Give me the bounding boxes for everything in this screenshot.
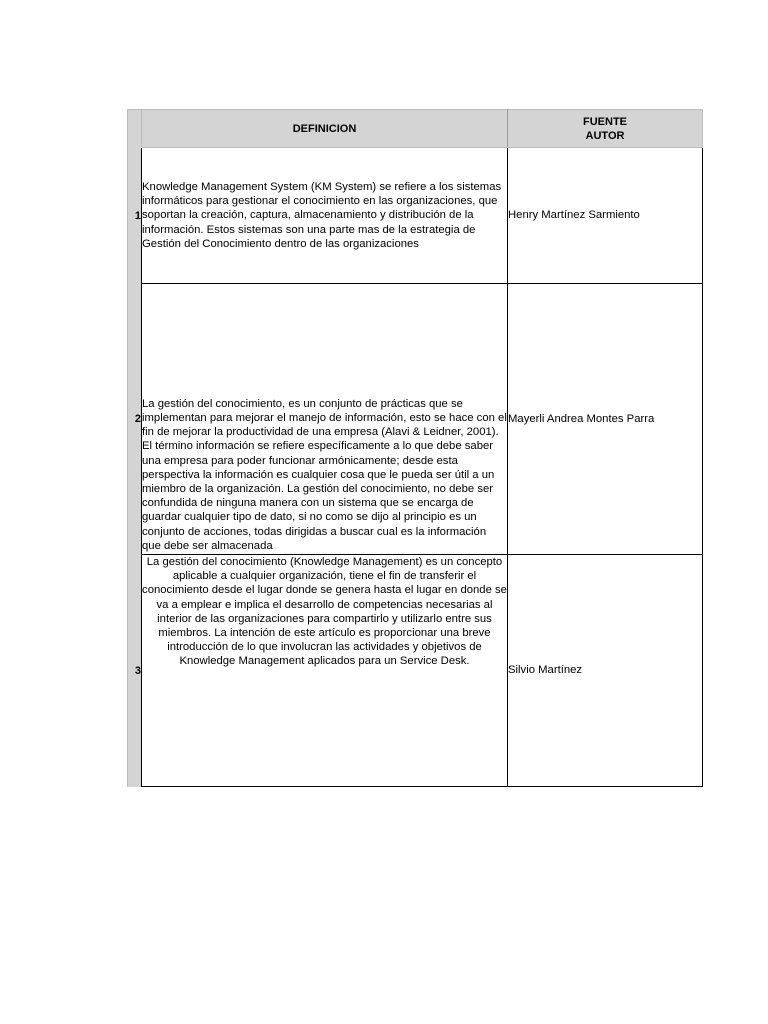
definition-cell: La gestión del conocimiento (Knowledge Management) es un concepto aplicable a cualquier organización, tiene el fin de transferir el conocimiento desde el lugar donde se genera hasta el lugar en donde se va a emplear e implica el desarrollo de competencias necesarias al interior de las organizaciones para compartirlo y utilizarlo entre sus miembros. La intención de este artículo es proporcionar una breve introducción de lo que involucran las actividades y objetivos de Knowledge Management aplicados para un Service Desk. (142, 555, 508, 787)
definitions-table (127, 109, 703, 787)
row-number: 2 (128, 284, 142, 555)
header-autor: AUTOR (585, 129, 625, 142)
row-number: 1 (128, 148, 142, 284)
table-row (128, 284, 703, 555)
definition-cell: Knowledge Management System (KM System) se refiere a los sistemas informáticos para gestionar el conocimiento en las organizaciones, que soportan la creación, captura, almacenamiento y distribución de la información. Estos sistemas son una parte mas de la estrategia de Gestión del Conocimiento dentro de las organizaciones (142, 148, 508, 284)
header-fuente-autor (508, 110, 703, 148)
definition-cell: La gestión del conocimiento, es un conjunto de prácticas que se implementan para mejorar el manejo de información, esto se hace con el fin de mejorar la productividad de una empresa (Alavi & Leidner, 2001). El término información se refiere específicamente a lo que debe saber una empresa para poder funcionar armónicamente; desde esta perspectiva la información es cualquier cosa que le pueda ser útil a un miembro de la organización. La gestión del conocimiento, no debe ser confundida de ninguna manera con un sistema que se encarga de guardar cualquier tipo de dato, si no como se dijo al principio es un conjunto de acciones, todas dirigidas a buscar cual es la información que debe ser almacenada (142, 284, 508, 555)
source-cell: Mayerli Andrea Montes Parra (508, 284, 703, 555)
header-index-cell (128, 110, 142, 148)
header-definicion: DEFINICION (142, 110, 508, 148)
source-cell: Henry Martínez Sarmiento (508, 148, 703, 284)
table-row (128, 148, 703, 284)
table-row (128, 555, 703, 787)
source-cell: Silvio Martínez (508, 555, 703, 787)
row-number: 3 (128, 555, 142, 787)
header-row (128, 110, 703, 148)
header-fuente: FUENTE (583, 115, 627, 128)
